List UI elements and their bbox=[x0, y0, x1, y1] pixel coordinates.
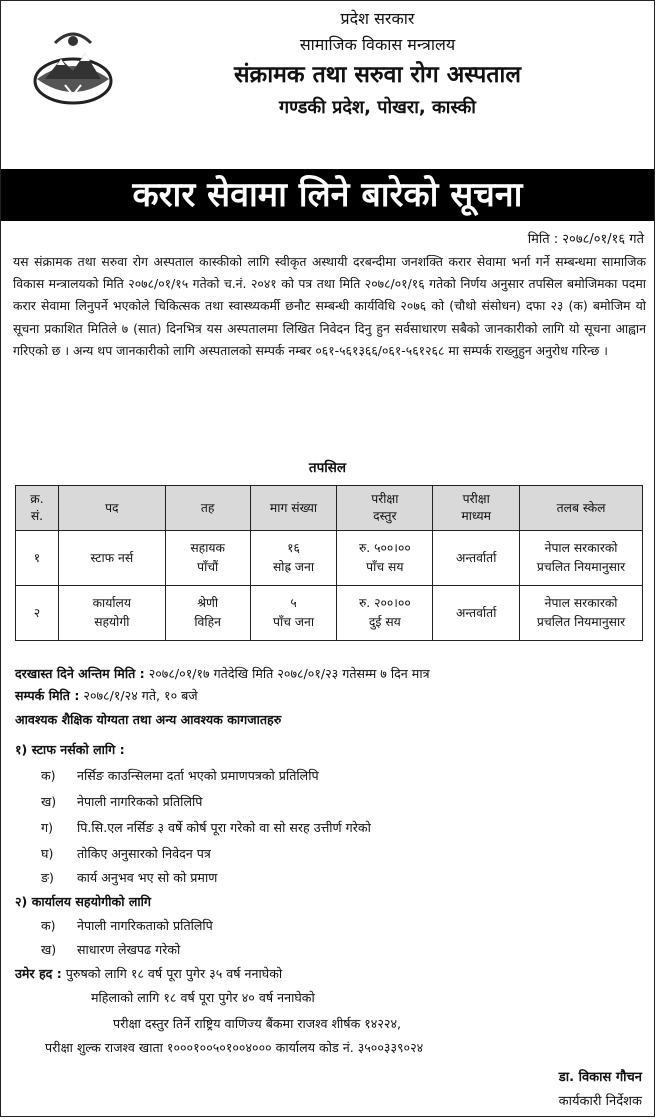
notice-title-banner: करार सेवामा लिने बारेको सूचना bbox=[1, 169, 654, 221]
header-text: माग संख्या bbox=[269, 500, 318, 515]
table-cell bbox=[250, 586, 337, 641]
table-cell bbox=[433, 531, 520, 586]
header-cell bbox=[165, 486, 250, 531]
list-item bbox=[41, 843, 211, 865]
cell-text: रु. २००।०० bbox=[358, 596, 411, 610]
deadline-value: २०७८/०१/१७ गतेदेखि मिति २०७८/०१/२३ गतेसम्म ७ दिन मात्र bbox=[144, 666, 430, 681]
cell-text: दुई सय bbox=[368, 615, 401, 629]
header-text: पद bbox=[105, 500, 119, 515]
cell-text: पाँच सय bbox=[366, 560, 404, 574]
age-limit-female: महिलाको लागि १८ वर्ष पूरा पुगेर ४० वर्ष ननाघेको bbox=[91, 990, 315, 1005]
header-text: माध्यम bbox=[461, 509, 492, 523]
qualification-heading: आवश्यक शैक्षिक योग्यता तथा अन्य आवश्यक कागजातहरु bbox=[15, 712, 282, 727]
cell-text: पाँच जना bbox=[273, 615, 315, 629]
cell-text: श्रेणी bbox=[197, 596, 219, 610]
cell-text: अन्तर्वार्ता bbox=[455, 605, 497, 620]
cell-text: २ bbox=[33, 605, 41, 620]
table-cell bbox=[337, 531, 433, 586]
table-cell bbox=[58, 531, 165, 586]
header-text: दस्तुर bbox=[373, 509, 397, 523]
list-item-label: ख) bbox=[41, 794, 57, 809]
header-text: तह bbox=[200, 500, 215, 515]
list-item bbox=[41, 915, 213, 937]
table-cell bbox=[433, 586, 520, 641]
cell-text: प्रचलित नियमानुसार bbox=[536, 615, 626, 629]
contact-date-label: सम्पर्क मिति : bbox=[15, 688, 80, 703]
header-cell bbox=[520, 486, 643, 531]
table-cell bbox=[16, 531, 59, 586]
header bbox=[1, 1, 654, 169]
age-limit-male: पुरुषको लागि १८ वर्ष पूरा पुगेर ३५ वर्ष ननाघेको bbox=[61, 966, 283, 981]
table-cell bbox=[337, 586, 433, 641]
list-item-label: क) bbox=[41, 768, 56, 783]
list-item-label: ङ) bbox=[41, 870, 54, 885]
list-item-label: ख) bbox=[41, 942, 57, 957]
table-row bbox=[16, 586, 643, 641]
hospital-name: संक्रामक तथा सरुवा रोग अस्पताल bbox=[234, 62, 521, 88]
cell-text: ५ bbox=[290, 596, 297, 610]
contact-date bbox=[15, 685, 198, 707]
list-item-text: तोकिए अनुसारको निवेदन पत्र bbox=[77, 846, 211, 861]
cell-text: प्रचलित नियमानुसार bbox=[536, 560, 626, 574]
list-item bbox=[41, 765, 319, 787]
table-cell bbox=[58, 586, 165, 641]
cell-text: नेपाल सरकारको bbox=[544, 596, 618, 610]
header-text: सं. bbox=[30, 509, 44, 523]
header-cell bbox=[433, 486, 520, 531]
cell-text: रु. ५००।०० bbox=[358, 541, 411, 555]
cell-text: विहिन bbox=[194, 615, 221, 629]
cell-text: सहायक bbox=[190, 541, 225, 555]
header-cell bbox=[16, 486, 59, 531]
table-cell bbox=[165, 531, 250, 586]
list-item-label: ग) bbox=[41, 820, 54, 835]
header-text: क्र. bbox=[30, 492, 44, 506]
ministry-name: सामाजिक विकास मन्त्रालय bbox=[299, 35, 456, 54]
cell-text: सहयोगी bbox=[94, 615, 130, 629]
cell-text: सोह्र जना bbox=[272, 560, 315, 574]
list-item-label: क) bbox=[41, 918, 56, 933]
header-text: परीक्षा bbox=[462, 492, 490, 506]
list-item-text: पि.सि.एल नर्सिङ ३ वर्षे कोर्ष पूरा गरेको वा सो सरह उत्तीर्ण गरेको bbox=[77, 820, 371, 835]
list-item bbox=[41, 939, 180, 961]
table-row bbox=[16, 531, 643, 586]
notice-paragraph: यस संक्रामक तथा सरुवा रोग अस्पताल कास्कीको लागि स्वीकृत अस्थायी दरबन्दीमा जनशक्ति करार सेवामा भर्ना गर्ने सम्बन्धमा सामाजिक विकास मन्त्रालयको मिति २०७८/०१/१५ गतेको च.नं. २०४१ को पत्र तथा मिति २०७८/०१/१६ गतेको निर्णय अनुसार तपसिल बमोजिमका पदमा करार सेवामा लिनुपर्ने भएकोले चिकित्सक तथा स्वास्थ्यकर्मी छनौट सम्बन्धी कार्यविधि २०७६ को (चौथो संसोधन) दफा २३ (क) बमोजिम यो सूचना प्रकाशित मितिले ७ (सात) दिनभित्र यस अस्पतालमा लिखित निवेदन दिनु हुन सर्वसाधारण सबैको जानकारीको लागि यो सूचना आह्वान गरिएको छ । अन्य थप जानकारीको लागि अस्पतालको सम्पर्क नम्बर ०६१-५६१३६६/०६१-५६१२६८ मा सम्पर्क राख्नुहुन अनुरोध गरिन्छ । bbox=[13, 254, 646, 358]
table-cell bbox=[520, 531, 643, 586]
cell-text: कार्यालय bbox=[92, 596, 132, 610]
table-header-row bbox=[16, 486, 643, 531]
list-item-text: नेपाली नागरिकताको प्रतिलिपि bbox=[77, 918, 213, 933]
table-cell bbox=[16, 586, 59, 641]
fee-account-info: परीक्षा शुल्क राजश्व खाता १०००१००५०१००४००० कार्यालय कोड नं. ३५००३३९०२४ bbox=[45, 1040, 424, 1055]
application-deadline bbox=[15, 663, 430, 685]
deadline-label: दरखास्त दिने अन्तिम मिति : bbox=[15, 666, 145, 681]
header-cell bbox=[250, 486, 337, 531]
fee-bank-info: परीक्षा दस्तुर तिर्ने राष्ट्रिय वाणिज्य बैंकमा राजश्व शीर्षक १४२२४, bbox=[113, 1016, 401, 1031]
government-name: प्रदेश सरकार bbox=[340, 9, 415, 28]
section-staff-nurse-title: १) स्टाफ नर्सको लागि : bbox=[15, 742, 125, 757]
list-item bbox=[41, 817, 371, 839]
cell-text: १ bbox=[33, 550, 41, 565]
section-office-assistant-title: २) कार्यालय सहयोगीको लागि bbox=[15, 894, 152, 909]
posts-table bbox=[15, 485, 643, 641]
list-item-text: साधारण लेखपढ गरेको bbox=[77, 942, 181, 957]
list-item bbox=[41, 791, 202, 813]
list-item bbox=[41, 867, 217, 889]
table-cell bbox=[165, 586, 250, 641]
contact-date-value: २०७८/१/२४ गते, १० बजे bbox=[79, 688, 198, 703]
hospital-address: गण्डकी प्रदेश, पोखरा, कास्की bbox=[279, 97, 476, 118]
notice-date: मिति : २०७८/०१/१६ गते bbox=[527, 232, 644, 247]
header-text: तलब स्केल bbox=[556, 500, 606, 515]
table-cell bbox=[520, 586, 643, 641]
cell-text: नेपाल सरकारको bbox=[544, 541, 618, 555]
cell-text: स्टाफ नर्स bbox=[90, 550, 134, 565]
list-item-text: नर्सिङ काउन्सिलमा दर्ता भएको प्रमाणपत्रको प्रतिलिपि bbox=[77, 768, 319, 783]
nepal-emblem-icon bbox=[27, 23, 119, 115]
schedule-heading: तपसिल bbox=[308, 460, 347, 476]
signatory-title: कार्यकारी निर्देशक bbox=[558, 1094, 642, 1109]
header-cell bbox=[337, 486, 433, 531]
header-cell bbox=[58, 486, 165, 531]
age-limit-label: उमेर हद : bbox=[15, 966, 62, 981]
age-limit bbox=[15, 963, 282, 985]
cell-text: पाँचौं bbox=[197, 560, 219, 574]
list-item-text: नेपाली नागरिकको प्रतिलिपि bbox=[77, 794, 203, 809]
header-text: परीक्षा bbox=[371, 492, 399, 506]
signatory-name: डा. विकास गौचन bbox=[558, 1070, 642, 1085]
cell-text: अन्तर्वार्ता bbox=[455, 550, 497, 565]
cell-text: १६ bbox=[287, 541, 300, 555]
table-cell bbox=[250, 531, 337, 586]
list-item-label: घ) bbox=[41, 846, 54, 861]
list-item-text: कार्य अनुभव भए सो को प्रमाण bbox=[77, 870, 218, 885]
